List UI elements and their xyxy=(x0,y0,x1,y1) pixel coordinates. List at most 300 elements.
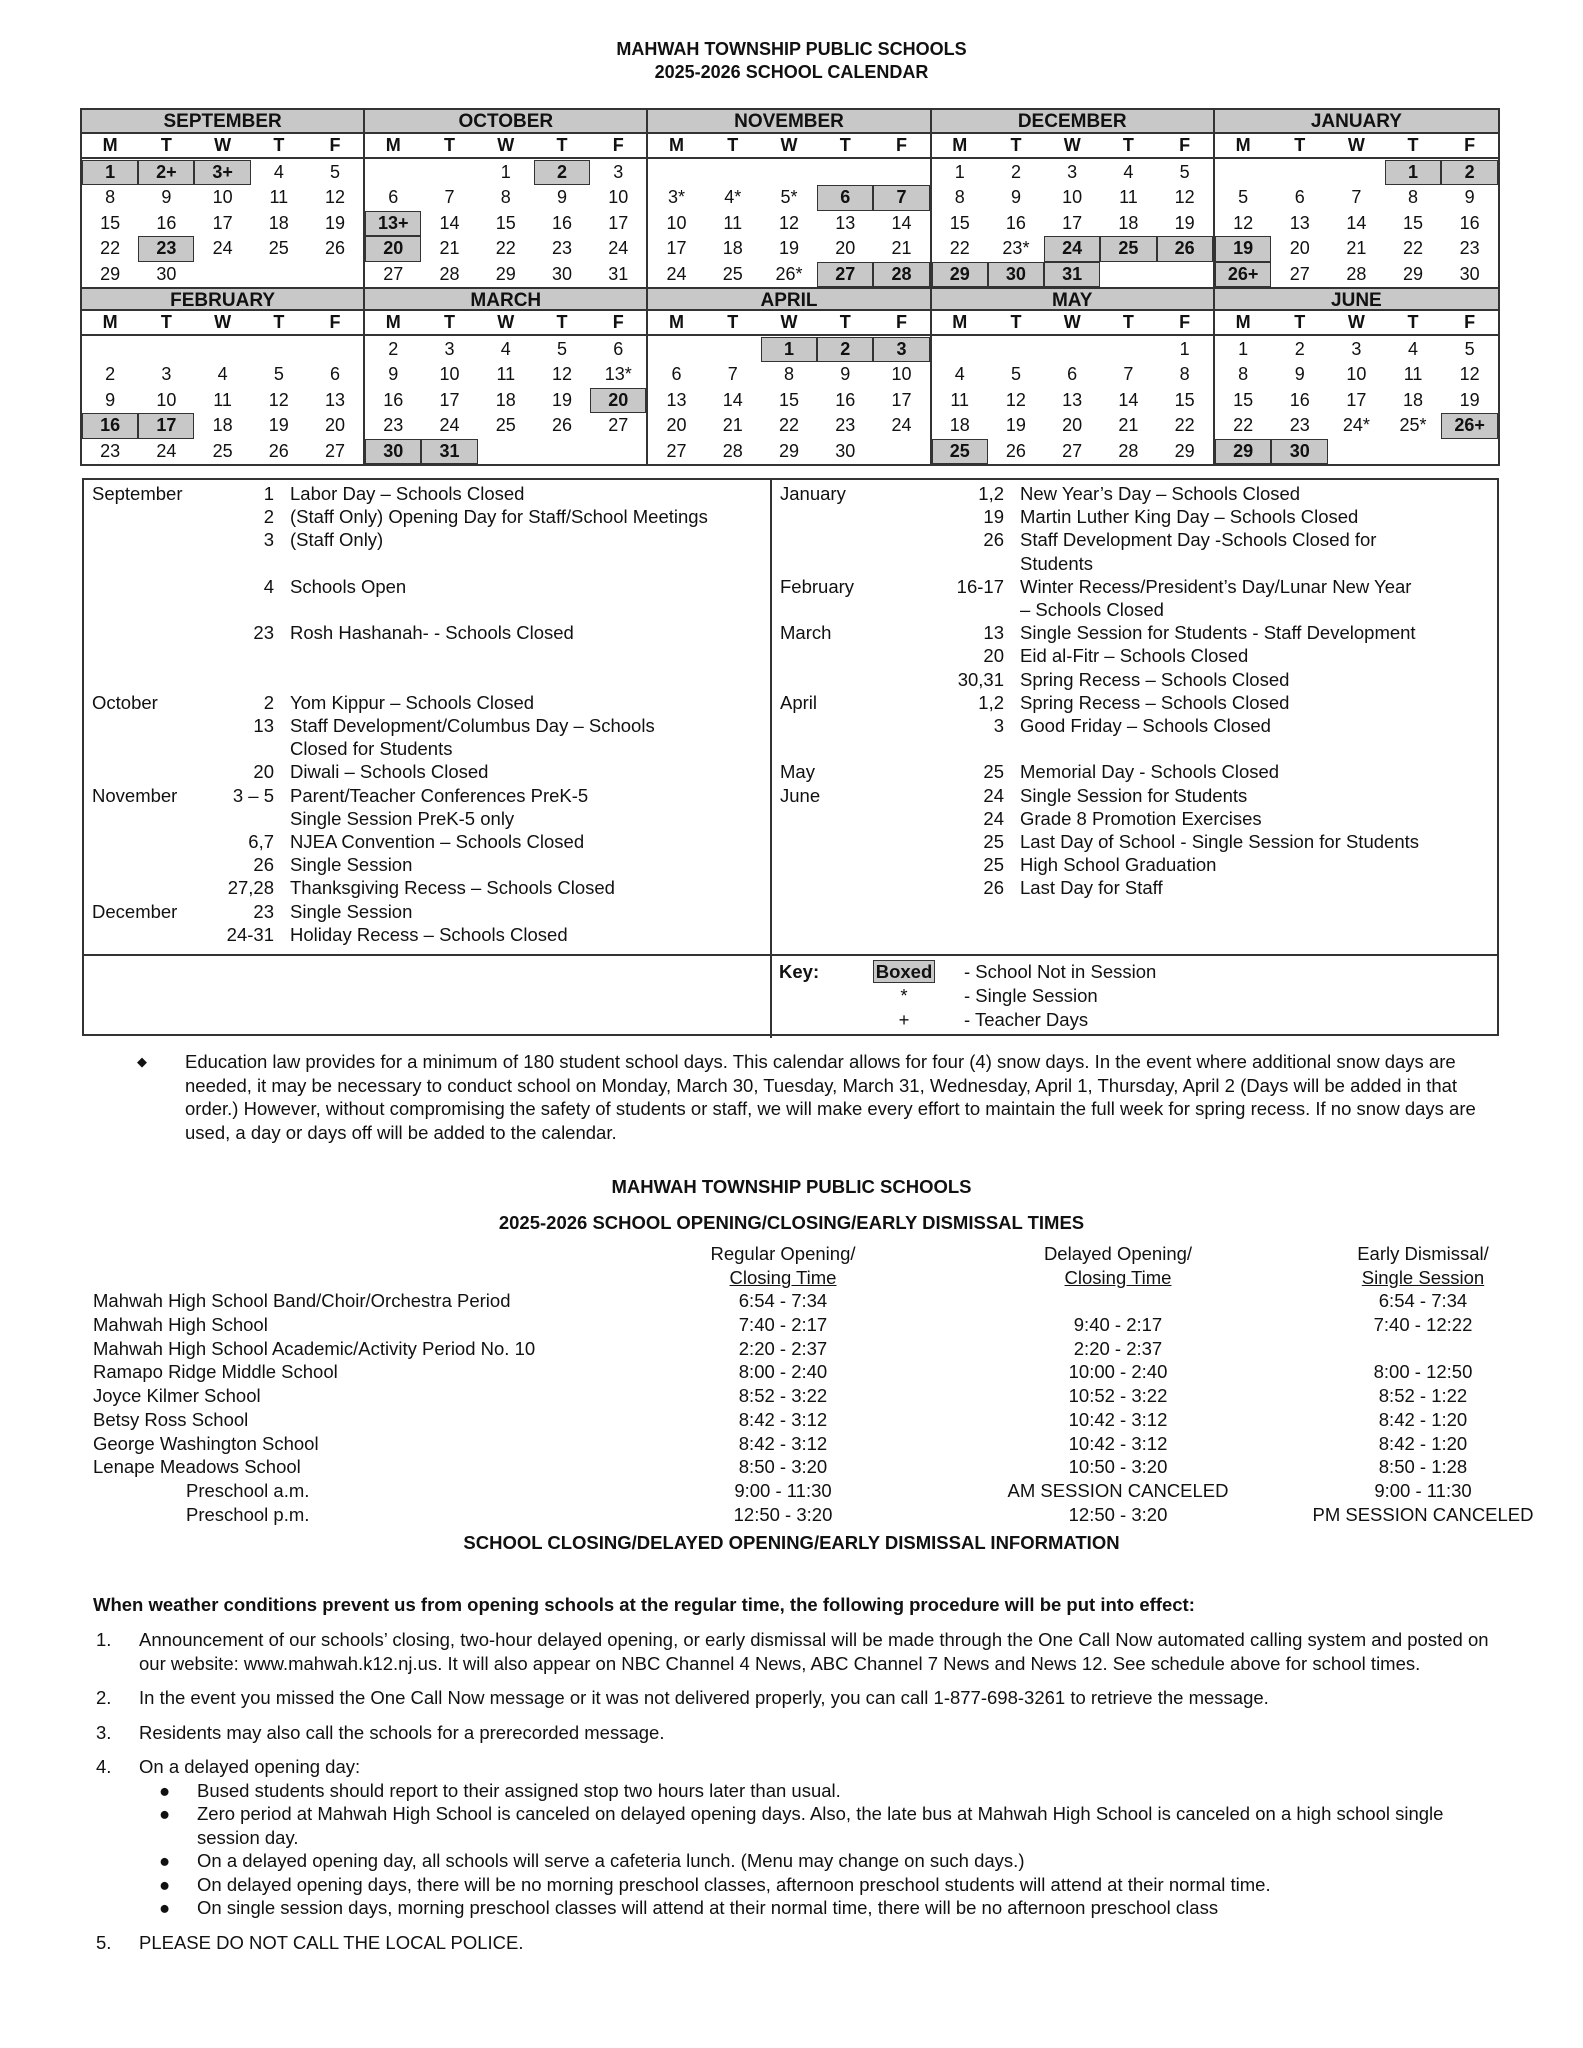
month-november xyxy=(648,110,931,287)
week-row xyxy=(82,337,363,363)
day-cell: 5 xyxy=(1010,364,1021,384)
event-date: 24-31 xyxy=(226,923,274,945)
regular-time: 12:50 - 3:20 xyxy=(733,1503,833,1525)
school-name: Mahwah High School Academic/Activity Period No. 10 xyxy=(93,1337,536,1359)
day-cell: 20 xyxy=(666,415,687,435)
day-cell-no-school: 30 xyxy=(365,439,421,465)
day-cell: 16 xyxy=(552,212,573,233)
day-cell: 21 xyxy=(439,238,460,258)
delayed-time: 10:42 - 3:12 xyxy=(1068,1408,1168,1430)
bullet-icon: ● xyxy=(159,1897,171,1918)
day-cell: 4 xyxy=(1408,338,1419,359)
weekday-label: M xyxy=(365,311,421,336)
day-cell: 19 xyxy=(1005,415,1026,435)
event-description: Holiday Recess – Schools Closed xyxy=(290,923,568,945)
week-row xyxy=(648,160,929,186)
weekday-header xyxy=(648,311,929,337)
day-cell xyxy=(1328,160,1385,186)
weekday-label: F xyxy=(307,134,363,159)
delayed-opening-bullets xyxy=(139,1779,1493,1920)
event-month: December xyxy=(92,900,178,922)
week-row xyxy=(82,211,363,237)
regular-time: 8:50 - 3:20 xyxy=(738,1456,828,1478)
week-row xyxy=(932,185,1213,211)
day-cell: 9 xyxy=(161,187,172,207)
weekday-label: F xyxy=(1157,311,1213,336)
day-cell: 8 xyxy=(783,364,794,384)
week-row xyxy=(82,160,363,186)
day-cell: 8 xyxy=(1238,364,1249,384)
day-cell: 6 xyxy=(671,364,682,384)
delayed-time: 9:40 - 2:17 xyxy=(1073,1314,1163,1336)
weekday-label: T xyxy=(988,134,1044,159)
weekday-label: T xyxy=(1271,134,1328,159)
day-cell-no-school: 2+ xyxy=(138,160,194,186)
day-cell: 27 xyxy=(608,415,629,435)
key-desc-not-in-session: - School Not in Session xyxy=(964,961,1157,982)
event-description: Labor Day – Schools Closed xyxy=(290,483,525,504)
week-row xyxy=(365,439,646,465)
day-cell: 4* xyxy=(724,187,742,207)
day-cell: 13 xyxy=(835,212,856,233)
month-name: FEBRUARY xyxy=(82,287,363,311)
day-cell: 6 xyxy=(388,187,399,207)
procedure-list xyxy=(93,1628,1493,1965)
weekday-header xyxy=(932,134,1213,160)
day-cell: 22 xyxy=(495,238,516,258)
day-cell: 18 xyxy=(722,238,743,258)
day-cell: 2 xyxy=(1294,338,1305,359)
event-description: Schools Open xyxy=(290,575,407,597)
school-name: George Washington School xyxy=(93,1432,319,1454)
weekday-label: M xyxy=(648,311,704,336)
event-date: 23 xyxy=(253,900,274,922)
week-row xyxy=(1215,236,1498,262)
day-cell: 3 xyxy=(1351,338,1362,359)
day-cell: 19 xyxy=(1459,389,1480,410)
month-name: JANUARY xyxy=(1215,110,1498,134)
day-cell: 20 xyxy=(1062,415,1083,435)
day-cell: 17 xyxy=(439,389,460,410)
day-cell-no-school: 29 xyxy=(932,262,988,288)
week-row xyxy=(82,185,363,211)
day-cell: 30 xyxy=(156,263,177,284)
day-cell: 15 xyxy=(1233,389,1254,410)
day-cell-no-school: 23 xyxy=(138,236,194,262)
day-cell xyxy=(705,337,761,363)
day-cell-no-school: 3 xyxy=(873,337,929,363)
event-description: Parent/Teacher Conferences PreK-5 xyxy=(290,784,589,806)
day-cell: 8 xyxy=(954,187,965,207)
day-cell: 11 xyxy=(269,187,289,207)
day-cell: 3* xyxy=(668,187,686,207)
day-cell: 12 xyxy=(778,212,799,233)
calendar-title: 2025-2026 SCHOOL CALENDAR xyxy=(654,62,929,82)
day-cell: 4 xyxy=(273,161,284,182)
event-description: Diwali – Schools Closed xyxy=(290,761,489,783)
day-cell xyxy=(534,439,590,465)
week-row xyxy=(1215,388,1498,414)
day-cell: 23 xyxy=(552,238,573,258)
weekday-header xyxy=(82,134,363,160)
day-cell: 2 xyxy=(105,364,116,384)
day-cell: 3 xyxy=(444,338,455,359)
times-title: 2025-2026 SCHOOL OPENING/CLOSING/EARLY DISMISSAL TIMES xyxy=(498,1212,1085,1233)
event-date: 20 xyxy=(983,645,1004,667)
week-row xyxy=(1215,185,1498,211)
day-cell: 26 xyxy=(1005,440,1026,461)
day-cell-no-school: 25 xyxy=(932,439,988,465)
day-cell: 17 xyxy=(666,238,687,258)
day-cell: 23 xyxy=(1289,415,1310,435)
regular-time: 8:00 - 2:40 xyxy=(738,1361,828,1383)
day-cell: 12 xyxy=(1005,389,1026,410)
weekday-label: F xyxy=(590,134,646,159)
day-cell xyxy=(932,337,988,363)
day-cell: 14 xyxy=(891,212,912,233)
day-cell: 4 xyxy=(217,364,228,384)
weekday-label: T xyxy=(817,134,873,159)
early-dismissal-time: 8:50 - 1:28 xyxy=(1378,1456,1468,1478)
weekday-label: F xyxy=(1441,311,1498,336)
day-cell-no-school: 30 xyxy=(988,262,1044,288)
event-date: 25 xyxy=(983,761,1004,783)
day-cell: 19 xyxy=(1174,212,1195,233)
day-cell: 17 xyxy=(1346,389,1367,410)
event-month: November xyxy=(92,784,178,806)
day-cell: 22 xyxy=(1174,415,1195,435)
day-cell-no-school: 26+ xyxy=(1215,262,1272,288)
day-cell: 22 xyxy=(949,238,970,258)
key-symbol-asterisk: * xyxy=(900,985,908,1006)
weekday-label: W xyxy=(1044,134,1100,159)
delayed-time: 10:00 - 2:40 xyxy=(1068,1361,1168,1383)
day-cell-no-school: 1 xyxy=(82,160,138,186)
weekday-label: T xyxy=(817,311,873,336)
weekday-label: T xyxy=(1100,311,1156,336)
day-cell-no-school: 20 xyxy=(365,236,421,262)
day-cell-no-school: 27 xyxy=(817,262,873,288)
week-row xyxy=(932,236,1213,262)
event-month: April xyxy=(780,691,818,713)
week-row xyxy=(1215,362,1498,388)
event-date: 6,7 xyxy=(248,831,274,852)
week-row xyxy=(648,362,929,388)
day-cell: 6 xyxy=(1067,364,1078,384)
day-cell: 21 xyxy=(722,415,743,435)
month-name: MARCH xyxy=(365,287,646,311)
month-march xyxy=(365,287,648,464)
day-cell: 24 xyxy=(439,415,460,435)
weekday-label: T xyxy=(534,134,590,159)
day-cell: 7 xyxy=(1351,187,1362,207)
regular-time: 8:42 - 3:12 xyxy=(738,1432,828,1454)
day-cell: 16 xyxy=(156,212,177,233)
events-right-column xyxy=(772,480,1499,956)
day-cell: 10 xyxy=(439,364,460,384)
day-cell: 10 xyxy=(1346,364,1367,384)
event-date: 13 xyxy=(983,622,1004,644)
week-row xyxy=(648,185,929,211)
event-date: 24 xyxy=(983,807,1004,829)
day-cell: 5 xyxy=(273,364,284,384)
day-cell: 28 xyxy=(722,440,743,461)
day-cell: 15 xyxy=(1403,212,1424,233)
weekday-label: T xyxy=(1271,311,1328,336)
day-cell: 9 xyxy=(1010,187,1021,207)
event-description: Single Session for Students xyxy=(1020,784,1248,806)
month-october xyxy=(365,110,648,287)
day-cell: 20 xyxy=(1289,238,1310,258)
day-cell: 30 xyxy=(835,440,856,461)
day-cell-no-school: 30 xyxy=(1271,439,1328,465)
day-cell: 14 xyxy=(1118,389,1139,410)
weekday-label: T xyxy=(705,134,761,159)
day-cell: 23 xyxy=(383,415,404,435)
day-cell: 3 xyxy=(613,161,624,182)
week-row xyxy=(932,439,1213,465)
delayed-time: 2:20 - 2:37 xyxy=(1073,1337,1163,1359)
day-cell: 22 xyxy=(1403,238,1424,258)
event-description: (Staff Only) xyxy=(290,529,384,551)
event-description: Staff Development/Columbus Day – Schools xyxy=(290,715,655,736)
day-cell: 23 xyxy=(1459,238,1480,258)
event-description: (Staff Only) Opening Day for Staff/School Meetings xyxy=(290,506,708,528)
day-cell: 12 xyxy=(1459,364,1480,384)
week-row xyxy=(932,262,1213,288)
day-cell xyxy=(988,337,1044,363)
weekday-label: T xyxy=(421,311,477,336)
bullet-icon: ● xyxy=(159,1779,171,1801)
day-cell: 6 xyxy=(613,338,624,359)
day-cell: 12 xyxy=(1233,212,1254,233)
header-regular-sub: Closing Time xyxy=(729,1266,837,1288)
event-description: Single Session xyxy=(290,900,413,922)
key-desc-single-session: - Single Session xyxy=(964,985,1098,1006)
weekday-label: W xyxy=(194,134,250,159)
early-dismissal-time: 8:00 - 12:50 xyxy=(1373,1361,1473,1383)
day-cell xyxy=(138,337,194,363)
week-row xyxy=(648,337,929,363)
event-date: 3 xyxy=(993,715,1004,736)
week-row xyxy=(82,439,363,465)
day-cell: 4 xyxy=(1123,161,1134,182)
delayed-time: 10:50 - 3:20 xyxy=(1068,1456,1168,1478)
weekday-label: W xyxy=(478,311,534,336)
day-cell: 13 xyxy=(1289,212,1310,233)
weekday-label: T xyxy=(988,311,1044,336)
day-cell: 2 xyxy=(1010,161,1021,182)
month-name: DECEMBER xyxy=(932,110,1213,134)
day-cell: 24 xyxy=(156,440,177,461)
day-cell: 24 xyxy=(212,238,233,258)
weekday-label: M xyxy=(1215,311,1272,336)
day-cell-no-school: 2 xyxy=(534,160,590,186)
day-cell: 29 xyxy=(1174,440,1195,461)
day-cell: 9 xyxy=(840,364,851,384)
bullet-item: ● On delayed opening days, there will be no morning preschool classes, afternoon preschool students will attend at their normal time. xyxy=(159,1873,1271,1895)
day-cell-no-school: 1 xyxy=(1385,160,1442,186)
event-description: Grade 8 Promotion Exercises xyxy=(1020,807,1262,829)
day-cell xyxy=(648,337,704,363)
day-cell xyxy=(817,160,873,186)
day-cell xyxy=(873,160,929,186)
day-cell: 24 xyxy=(891,415,912,435)
event-date: 13 xyxy=(253,715,274,736)
day-cell-no-school: 3+ xyxy=(194,160,250,186)
day-cell: 9 xyxy=(1464,187,1475,207)
school-name: Mahwah High School Band/Choir/Orchestra Period xyxy=(93,1290,511,1312)
event-month: January xyxy=(780,483,846,504)
day-cell: 10 xyxy=(666,212,687,233)
weekday-label: M xyxy=(82,134,138,159)
week-row xyxy=(365,262,646,288)
event-description: Memorial Day - Schools Closed xyxy=(1020,761,1280,783)
day-cell: 18 xyxy=(949,415,970,435)
day-cell: 10 xyxy=(891,364,912,384)
weekday-label: M xyxy=(1215,134,1272,159)
day-cell: 9 xyxy=(105,389,116,410)
week-row xyxy=(82,388,363,414)
weekday-label: T xyxy=(251,311,307,336)
day-cell: 24 xyxy=(608,238,629,258)
day-cell: 7 xyxy=(1123,364,1134,384)
day-cell: 1 xyxy=(1238,338,1249,359)
day-cell: 16 xyxy=(1289,389,1310,410)
regular-time: 7:40 - 2:17 xyxy=(738,1314,828,1336)
key-symbol-boxed: Boxed xyxy=(869,960,939,984)
day-cell: 21 xyxy=(1346,238,1367,258)
day-cell: 23* xyxy=(1002,238,1030,258)
procedure-item: 1. Announcement of our schools’ closing, two-hour delayed opening, or early dismissal will be made through the One Call Now automated calling system and posted on our website: www.mahwah.k12.nj.us. It will also appear on NBC Channel 4 News, ABC Channel 7 News and News 12. See schedule above for school times. xyxy=(96,1629,1489,1674)
regular-time: 8:52 - 3:22 xyxy=(738,1385,828,1407)
weekday-label: W xyxy=(761,311,817,336)
day-cell: 18 xyxy=(212,415,233,435)
event-description: Martin Luther King Day – Schools Closed xyxy=(1020,506,1359,528)
day-cell xyxy=(873,439,929,465)
event-date: 1,2 xyxy=(978,483,1004,504)
day-cell: 2 xyxy=(388,338,399,359)
day-cell xyxy=(761,160,817,186)
day-cell-no-school: 31 xyxy=(421,439,477,465)
weekday-label: F xyxy=(1157,134,1213,159)
events-box xyxy=(82,478,1499,1036)
times-district-title: MAHWAH TOWNSHIP PUBLIC SCHOOLS xyxy=(611,1176,972,1197)
weekday-header xyxy=(1215,311,1498,337)
event-date: 3 – 5 xyxy=(232,784,274,806)
event-date: 26 xyxy=(983,529,1004,551)
week-row xyxy=(648,439,929,465)
day-cell: 26* xyxy=(775,263,803,284)
week-row xyxy=(1215,211,1498,237)
event-date: 30,31 xyxy=(957,668,1004,690)
day-cell: 11 xyxy=(950,389,970,410)
day-cell-no-school: 19 xyxy=(1215,236,1272,262)
event-description: Yom Kippur – Schools Closed xyxy=(290,691,535,713)
day-cell: 21 xyxy=(891,238,912,258)
day-cell xyxy=(365,160,421,186)
month-name: SEPTEMBER xyxy=(82,110,363,134)
weekday-label: M xyxy=(648,134,704,159)
day-cell xyxy=(1157,262,1213,288)
event-description: Single Session PreK-5 only xyxy=(290,807,515,829)
week-row xyxy=(365,413,646,439)
week-row xyxy=(365,236,646,262)
header-delayed: Delayed Opening/ xyxy=(1043,1243,1193,1264)
weekday-label: F xyxy=(590,311,646,336)
day-cell: 17 xyxy=(891,389,912,410)
bullet-item: ● On a delayed opening day, all schools will serve a cafeteria lunch. (Menu may change on such days.) xyxy=(159,1850,1025,1871)
day-cell: 28 xyxy=(1346,263,1367,284)
day-cell xyxy=(1328,439,1385,465)
day-cell: 10 xyxy=(212,187,233,207)
key-desc-teacher-days: - Teacher Days xyxy=(964,1009,1089,1030)
event-description: Spring Recess – Schools Closed xyxy=(1020,668,1290,690)
day-cell-no-school: 29 xyxy=(1215,439,1272,465)
week-row xyxy=(648,236,929,262)
day-cell: 5 xyxy=(330,161,341,182)
event-month: March xyxy=(780,622,832,644)
month-june xyxy=(1215,287,1498,464)
day-cell: 26 xyxy=(325,238,346,258)
day-cell: 5 xyxy=(557,338,568,359)
delayed-time: 12:50 - 3:20 xyxy=(1068,1503,1168,1525)
day-cell: 11 xyxy=(723,212,743,233)
day-cell: 11 xyxy=(213,389,232,410)
day-cell: 23 xyxy=(835,415,856,435)
event-date: 24 xyxy=(983,784,1004,806)
week-row xyxy=(1215,439,1498,465)
weekday-label: T xyxy=(251,134,307,159)
event-description: Single Session xyxy=(290,854,413,876)
day-cell: 24 xyxy=(666,263,687,284)
bullet-item: ● Zero period at Mahwah High School is canceled on delayed opening days. Also, the late bus at Mahwah High School is canceled on a high school single session day. xyxy=(159,1803,1444,1848)
event-month: September xyxy=(92,483,183,504)
weekday-header xyxy=(365,311,646,337)
day-cell: 11 xyxy=(496,364,516,384)
week-row xyxy=(365,362,646,388)
weekday-header xyxy=(1215,134,1498,160)
day-cell: 19 xyxy=(778,238,799,258)
day-cell: 19 xyxy=(552,389,573,410)
week-row xyxy=(1215,160,1498,186)
weekday-label: F xyxy=(873,134,929,159)
day-cell: 29 xyxy=(1403,263,1424,284)
week-row xyxy=(932,160,1213,186)
day-cell: 27 xyxy=(1062,440,1083,461)
day-cell: 8 xyxy=(1179,364,1190,384)
day-cell: 22 xyxy=(1233,415,1254,435)
week-row xyxy=(365,211,646,237)
day-cell: 27 xyxy=(325,440,346,461)
school-name: Preschool p.m. xyxy=(186,1503,310,1525)
week-row xyxy=(365,388,646,414)
event-description: Students xyxy=(1020,552,1094,574)
event-date: 20 xyxy=(253,761,274,783)
event-description: Closed for Students xyxy=(290,738,453,760)
week-row xyxy=(82,413,363,439)
day-cell-no-school: 25 xyxy=(1100,236,1156,262)
day-cell: 1 xyxy=(500,161,511,182)
day-cell: 13 xyxy=(666,389,687,410)
day-cell: 5 xyxy=(1464,338,1475,359)
month-name: MAY xyxy=(932,287,1213,311)
weekday-label: M xyxy=(365,134,421,159)
weekday-label: T xyxy=(421,134,477,159)
day-cell: 9 xyxy=(1294,364,1305,384)
event-date: 3 xyxy=(263,529,274,551)
day-cell: 10 xyxy=(1062,187,1083,207)
